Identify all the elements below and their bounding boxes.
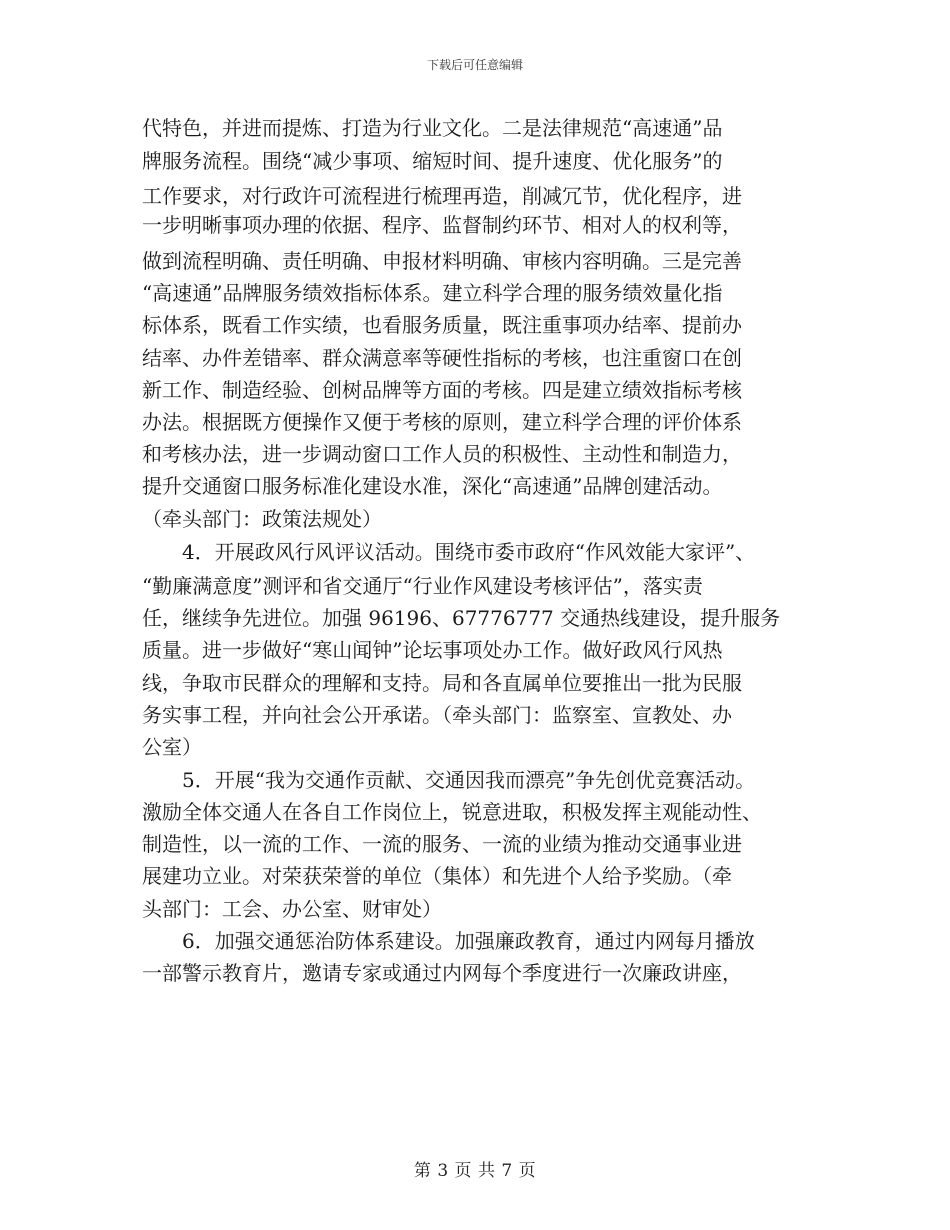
text-line: （牵头部门：政策法规处）: [142, 507, 382, 531]
text-line: 结率、办件差错率、群众满意率等硬性指标的考核，也注重窗口在创: [142, 346, 742, 370]
text-line: 制造性，以一流的工作、一流的服务、一流的业绩为推动交通事业进: [142, 832, 742, 856]
text-line: 和考核办法，进一步调动窗口工作人员的积极性、主动性和制造力，: [142, 442, 742, 466]
text-line: 工作要求，对行政许可流程进行梳理再造，削减冗节，优化程序，进: [142, 184, 742, 208]
text-line: “勤廉满意度”测评和省交通厅“行业作风建设考核评估”，落实责: [142, 574, 703, 598]
text-line: 6．加强交通惩治防体系建设。加强廉政教育，通过内网每月播放: [182, 929, 755, 953]
text-line: 质量。进一步做好“寒山闻钟”论坛事项处办工作。做好政风行风热: [142, 638, 723, 662]
text-line: 代特色，并进而提炼、打造为行业文化。二是法律规范“高速通”品: [142, 116, 723, 140]
text-line: 任，继续争先进位。加强 96196、67776777 交通热线建设，提升服务: [142, 606, 781, 630]
text-line: 一步明晰事项办理的依据、程序、监督制约环节、相对人的权利等，: [142, 213, 742, 237]
text-line: 4．开展政风行风评议活动。围绕市委市政府“作风效能大家评”、: [182, 540, 756, 564]
text-line: 展建功立业。对荣获荣誉的单位（集体）和先进个人给予奖励。（牵: [142, 864, 732, 888]
text-line: 新工作、制造经验、创树品牌等方面的考核。四是建立绩效指标考核: [142, 378, 742, 402]
text-line: “高速通”品牌服务绩效指标体系。建立科学合理的服务绩效量化指: [142, 281, 723, 305]
text-line: 线，争取市民群众的理解和支持。局和各直属单位要推出一批为民服: [142, 671, 742, 695]
text-line: 公室）: [142, 735, 202, 759]
text-line: 激励全体交通人在各自工作岗位上，锐意进取，积极发挥主观能动性、: [142, 800, 762, 824]
text-line: 一部警示教育片，邀请专家或通过内网每个季度进行一次廉政讲座，: [142, 961, 742, 985]
text-line: 务实事工程，并向社会公开承诺。（牵头部门：监察室、宣教处、办: [142, 703, 732, 727]
text-line: 办法。根据既方便操作又便于考核的原则，建立科学合理的评价体系: [142, 410, 742, 434]
page-header: 下载后可任意编辑: [426, 58, 523, 72]
text-line: 5．开展“我为交通作贡献、交通因我而漂亮”争先创优竞赛活动。: [182, 768, 756, 792]
text-line: 标体系，既看工作实绩，也看服务质量，既注重事项办结率、提前办: [142, 313, 742, 337]
page-footer: 第 3 页 共 7 页: [413, 1161, 537, 1181]
text-line: 做到流程明确、责任明确、申报材料明确、审核内容明确。三是完善: [142, 249, 742, 273]
text-line: 头部门：工会、办公室、财审处）: [142, 897, 442, 921]
text-line: 牌服务流程。围绕“减少事项、缩短时间、提升速度、优化服务”的: [142, 149, 723, 173]
text-line: 提升交通窗口服务标准化建设水准，深化“高速通”品牌创建活动。: [142, 474, 723, 498]
